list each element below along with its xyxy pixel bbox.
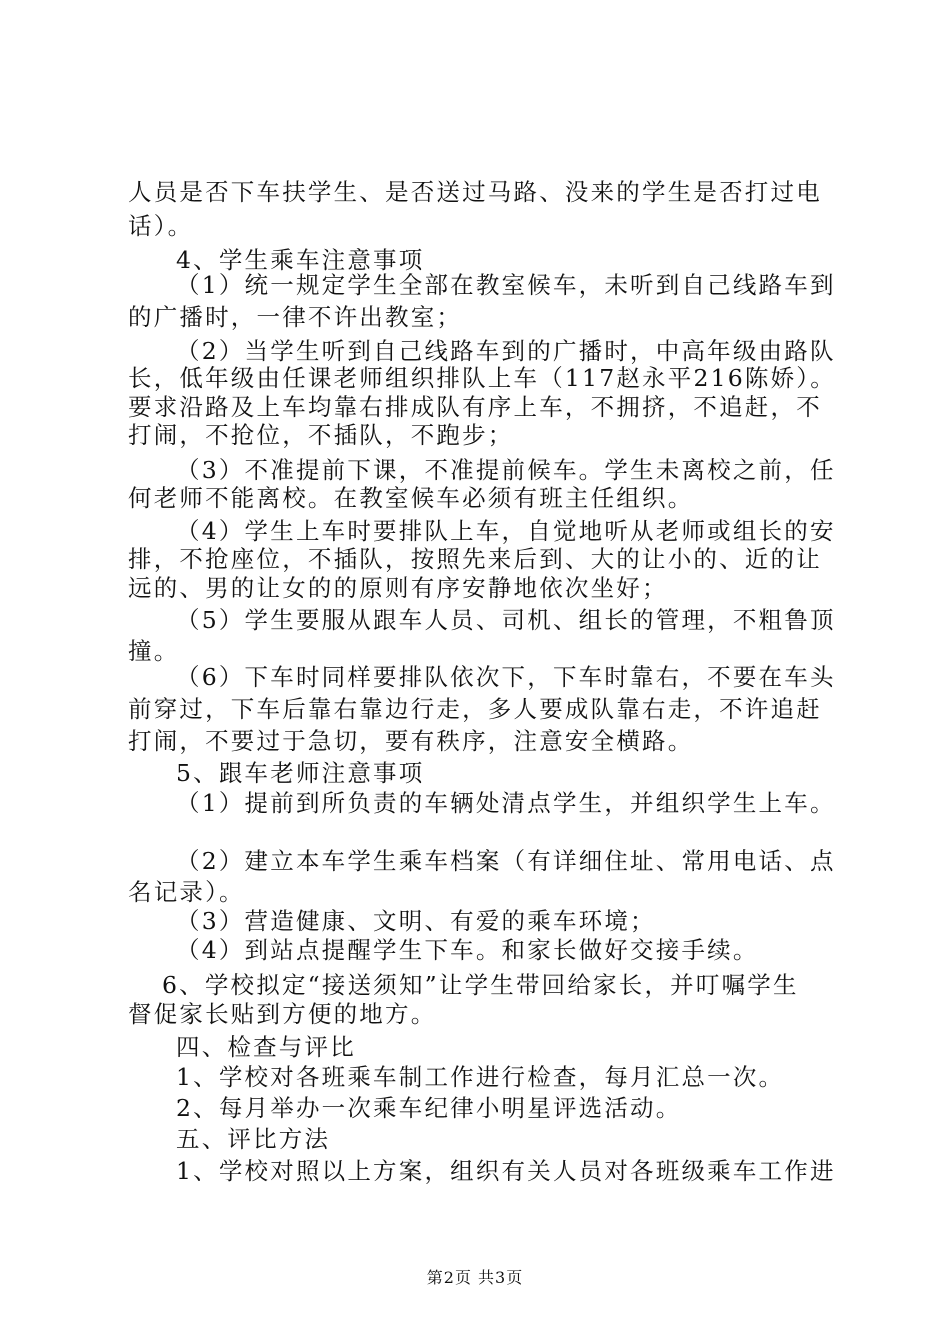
body-line: 远的、男的让女的的原则有序安静地依次坐好； bbox=[128, 574, 668, 602]
body-line: 6、学校拟定“接送须知”让学生带回给家长，并叮嘱学生 bbox=[162, 971, 799, 999]
body-line: 督促家长贴到方便的地方。 bbox=[128, 1000, 437, 1028]
body-line: （3）不准提前下课，不准提前候车。学生未离校之前，任 bbox=[176, 456, 836, 484]
body-line: 人员是否下车扶学生、是否送过马路、没来的学生是否打过电 bbox=[128, 178, 822, 206]
body-line: （2）当学生听到自己线路车到的广播时，中高年级由路队 bbox=[176, 337, 836, 365]
body-line: 长，低年级由任课老师组织排队上车（117赵永平216陈娇）。 bbox=[128, 364, 836, 392]
body-line: （2）建立本车学生乘车档案（有详细住址、常用电话、点 bbox=[176, 847, 836, 875]
body-line: 要求沿路及上车均靠右排成队有序上车，不拥挤，不追赶，不 bbox=[128, 393, 822, 421]
body-line: 名记录）。 bbox=[128, 878, 245, 906]
page-number-footer: 第2页 共3页 bbox=[426, 1268, 524, 1287]
body-line: 2、每月举办一次乘车纪律小明星评选活动。 bbox=[176, 1094, 682, 1122]
body-line: （4）到站点提醒学生下车。和家长做好交接手续。 bbox=[176, 936, 759, 964]
body-line: 何老师不能离校。在教室候车必须有班主任组织。 bbox=[128, 484, 694, 512]
section-heading: 五、评比方法 bbox=[176, 1125, 331, 1153]
body-line: （6）下车时同样要排队依次下，下车时靠右，不要在车头 bbox=[176, 663, 836, 691]
body-line: 1、学校对各班乘车制工作进行检查，每月汇总一次。 bbox=[176, 1063, 785, 1091]
section-heading: 四、检查与评比 bbox=[176, 1033, 356, 1061]
section-heading: 4、学生乘车注意事项 bbox=[176, 246, 425, 274]
body-line: 1、学校对照以上方案，组织有关人员对各班级乘车工作进 bbox=[176, 1157, 836, 1185]
body-line: （4）学生上车时要排队上车，自觉地听从老师或组长的安 bbox=[176, 517, 836, 545]
body-line: 排，不抢座位，不插队，按照先来后到、大的让小的、近的让 bbox=[128, 545, 822, 573]
body-line: 前穿过，下车后靠右靠边行走，多人要成队靠右走，不许追赶 bbox=[128, 695, 822, 723]
body-line: （5）学生要服从跟车人员、司机、组长的管理，不粗鲁顶 bbox=[176, 606, 836, 634]
body-line: 打闹，不要过于急切，要有秩序，注意安全横路。 bbox=[128, 727, 694, 755]
body-line: 撞。 bbox=[128, 637, 180, 665]
body-line: 话）。 bbox=[128, 212, 194, 240]
body-line: （1）提前到所负责的车辆处清点学生，并组织学生上车。 bbox=[176, 789, 836, 817]
body-line: 的广播时，一律不许出教室； bbox=[128, 303, 463, 331]
section-heading: 5、跟车老师注意事项 bbox=[176, 759, 425, 787]
body-line: （1）统一规定学生全部在教室候车，未听到自己线路车到 bbox=[176, 271, 836, 299]
body-line: 打闹，不抢位，不插队，不跑步； bbox=[128, 421, 514, 449]
body-line: （3）营造健康、文明、有爱的乘车环境； bbox=[176, 907, 656, 935]
